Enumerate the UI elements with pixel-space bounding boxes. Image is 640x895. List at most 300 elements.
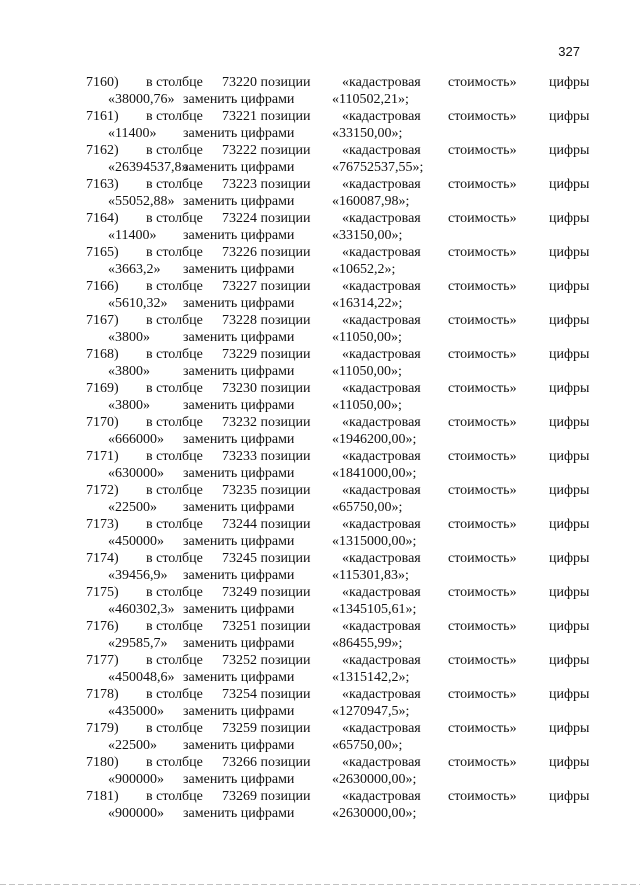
entry-line-1 xyxy=(0,720,640,737)
entry-line-1 xyxy=(0,686,640,703)
replace-text: заменить цифрами xyxy=(183,262,295,277)
new-value: «1315000,00»; xyxy=(332,534,417,549)
new-value: «1946200,00»; xyxy=(332,432,417,447)
amendment-entry xyxy=(0,482,640,516)
in-column-text: в столбце xyxy=(146,279,203,294)
in-column-text: в столбце xyxy=(146,483,203,498)
entry-line-1 xyxy=(0,380,640,397)
digits-word: цифры xyxy=(549,517,590,532)
position-word: позиции xyxy=(260,313,311,328)
entry-line-1 xyxy=(0,142,640,159)
in-column-text: в столбце xyxy=(146,109,203,124)
amendment-entry xyxy=(0,346,640,380)
replace-text: заменить цифрами xyxy=(183,738,295,753)
in-column-text: в столбце xyxy=(146,449,203,464)
amendment-entry xyxy=(0,448,640,482)
digits-word: цифры xyxy=(549,211,590,226)
position-code-number: 73269 xyxy=(222,789,257,804)
replace-text: заменить цифрами xyxy=(183,466,295,481)
position-code xyxy=(222,618,311,635)
old-value: «22500» xyxy=(108,738,157,753)
replace-text: заменить цифрами xyxy=(183,772,295,787)
amendment-entry xyxy=(0,108,640,142)
replace-text: заменить цифрами xyxy=(183,704,295,719)
position-code xyxy=(222,482,311,499)
position-word: позиции xyxy=(260,653,311,668)
in-column-text: в столбце xyxy=(146,551,203,566)
replace-text: заменить цифрами xyxy=(183,228,295,243)
entry-number: 7179) xyxy=(86,721,119,736)
entry-number: 7169) xyxy=(86,381,119,396)
entry-line-1 xyxy=(0,482,640,499)
position-word: позиции xyxy=(260,415,311,430)
entry-number: 7170) xyxy=(86,415,119,430)
digits-word: цифры xyxy=(549,449,590,464)
position-code-number: 73252 xyxy=(222,653,257,668)
in-column-text: в столбце xyxy=(146,687,203,702)
entry-line-2 xyxy=(0,533,640,550)
position-word: позиции xyxy=(260,75,311,90)
position-code xyxy=(222,346,311,363)
digits-word: цифры xyxy=(549,619,590,634)
position-code-number: 73266 xyxy=(222,755,257,770)
position-word: позиции xyxy=(260,687,311,702)
value-word: стоимость» xyxy=(448,755,517,770)
value-word: стоимость» xyxy=(448,653,517,668)
position-code xyxy=(222,448,311,465)
old-value: «435000» xyxy=(108,704,164,719)
cadastral-word: «кадастровая xyxy=(342,551,421,566)
digits-word: цифры xyxy=(549,551,590,566)
value-word: стоимость» xyxy=(448,619,517,634)
value-word: стоимость» xyxy=(448,211,517,226)
entry-number: 7161) xyxy=(86,109,119,124)
cadastral-word: «кадастровая xyxy=(342,653,421,668)
entry-line-1 xyxy=(0,550,640,567)
position-word: позиции xyxy=(260,143,311,158)
amendment-entry xyxy=(0,652,640,686)
entry-line-2 xyxy=(0,465,640,482)
cadastral-word: «кадастровая xyxy=(342,483,421,498)
digits-word: цифры xyxy=(549,415,590,430)
cadastral-word: «кадастровая xyxy=(342,755,421,770)
new-value: «10652,2»; xyxy=(332,262,396,277)
replace-text: заменить цифрами xyxy=(183,636,295,651)
entry-line-1 xyxy=(0,278,640,295)
position-code xyxy=(222,414,311,431)
replace-text: заменить цифрами xyxy=(183,330,295,345)
in-column-text: в столбце xyxy=(146,755,203,770)
new-value: «65750,00»; xyxy=(332,500,403,515)
in-column-text: в столбце xyxy=(146,585,203,600)
new-value: «86455,99»; xyxy=(332,636,403,651)
entry-line-2 xyxy=(0,703,640,720)
entry-line-2 xyxy=(0,295,640,312)
entry-number: 7172) xyxy=(86,483,119,498)
new-value: «110502,21»; xyxy=(332,92,409,107)
footer-divider xyxy=(0,884,640,885)
value-word: стоимость» xyxy=(448,109,517,124)
old-value: «900000» xyxy=(108,772,164,787)
position-code-number: 73249 xyxy=(222,585,257,600)
in-column-text: в столбце xyxy=(146,245,203,260)
new-value: «11050,00»; xyxy=(332,398,402,413)
position-code xyxy=(222,142,311,159)
digits-word: цифры xyxy=(549,347,590,362)
digits-word: цифры xyxy=(549,143,590,158)
replace-text: заменить цифрами xyxy=(183,806,295,821)
amendment-entry xyxy=(0,584,640,618)
new-value: «33150,00»; xyxy=(332,126,403,141)
position-code xyxy=(222,380,311,397)
amendment-entry xyxy=(0,278,640,312)
position-code xyxy=(222,686,311,703)
value-word: стоимость» xyxy=(448,177,517,192)
amendment-entry xyxy=(0,516,640,550)
position-code xyxy=(222,244,311,261)
entry-line-2 xyxy=(0,397,640,414)
new-value: «16314,22»; xyxy=(332,296,403,311)
new-value: «1315142,2»; xyxy=(332,670,410,685)
entry-number: 7164) xyxy=(86,211,119,226)
old-value: «3800» xyxy=(108,330,150,345)
replace-text: заменить цифрами xyxy=(183,432,295,447)
entry-line-2 xyxy=(0,635,640,652)
cadastral-word: «кадастровая xyxy=(342,721,421,736)
amendment-entry xyxy=(0,414,640,448)
cadastral-word: «кадастровая xyxy=(342,109,421,124)
amendment-entry xyxy=(0,754,640,788)
in-column-text: в столбце xyxy=(146,789,203,804)
old-value: «450048,6» xyxy=(108,670,175,685)
in-column-text: в столбце xyxy=(146,177,203,192)
position-word: позиции xyxy=(260,517,311,532)
entry-number: 7180) xyxy=(86,755,119,770)
value-word: стоимость» xyxy=(448,449,517,464)
cadastral-word: «кадастровая xyxy=(342,619,421,634)
amendment-entry xyxy=(0,788,640,822)
value-word: стоимость» xyxy=(448,245,517,260)
cadastral-word: «кадастровая xyxy=(342,211,421,226)
position-code-number: 73224 xyxy=(222,211,257,226)
position-code xyxy=(222,210,311,227)
entry-number: 7160) xyxy=(86,75,119,90)
digits-word: цифры xyxy=(549,789,590,804)
entry-number: 7174) xyxy=(86,551,119,566)
old-value: «26394537,8» xyxy=(108,160,189,175)
position-code-number: 73227 xyxy=(222,279,257,294)
value-word: стоимость» xyxy=(448,279,517,294)
position-code-number: 73223 xyxy=(222,177,257,192)
replace-text: заменить цифрами xyxy=(183,670,295,685)
position-code xyxy=(222,108,311,125)
entry-number: 7166) xyxy=(86,279,119,294)
entry-number: 7177) xyxy=(86,653,119,668)
entry-line-1 xyxy=(0,244,640,261)
amendment-entry xyxy=(0,244,640,278)
entry-line-1 xyxy=(0,618,640,635)
position-word: позиции xyxy=(260,109,311,124)
digits-word: цифры xyxy=(549,585,590,600)
value-word: стоимость» xyxy=(448,347,517,362)
entry-line-1 xyxy=(0,584,640,601)
cadastral-word: «кадастровая xyxy=(342,687,421,702)
entry-line-2 xyxy=(0,431,640,448)
cadastral-word: «кадастровая xyxy=(342,517,421,532)
digits-word: цифры xyxy=(549,755,590,770)
in-column-text: в столбце xyxy=(146,75,203,90)
new-value: «115301,83»; xyxy=(332,568,409,583)
new-value: «160087,98»; xyxy=(332,194,410,209)
replace-text: заменить цифрами xyxy=(183,534,295,549)
entry-line-2 xyxy=(0,193,640,210)
value-word: стоимость» xyxy=(448,789,517,804)
old-value: «450000» xyxy=(108,534,164,549)
digits-word: цифры xyxy=(549,245,590,260)
old-value: «460302,3» xyxy=(108,602,175,617)
replace-text: заменить цифрами xyxy=(183,92,295,107)
value-word: стоимость» xyxy=(448,75,517,90)
position-word: позиции xyxy=(260,551,311,566)
position-code xyxy=(222,788,311,805)
new-value: «11050,00»; xyxy=(332,330,402,345)
old-value: «630000» xyxy=(108,466,164,481)
digits-word: цифры xyxy=(549,279,590,294)
page-number: 327 xyxy=(558,44,580,59)
amendment-entry xyxy=(0,176,640,210)
entry-line-1 xyxy=(0,788,640,805)
entry-number: 7165) xyxy=(86,245,119,260)
in-column-text: в столбце xyxy=(146,313,203,328)
position-code-number: 73228 xyxy=(222,313,257,328)
in-column-text: в столбце xyxy=(146,347,203,362)
position-code xyxy=(222,278,311,295)
old-value: «5610,32» xyxy=(108,296,168,311)
value-word: стоимость» xyxy=(448,517,517,532)
position-code xyxy=(222,584,311,601)
digits-word: цифры xyxy=(549,75,590,90)
entry-number: 7181) xyxy=(86,789,119,804)
cadastral-word: «кадастровая xyxy=(342,789,421,804)
old-value: «22500» xyxy=(108,500,157,515)
position-word: позиции xyxy=(260,619,311,634)
entry-number: 7168) xyxy=(86,347,119,362)
new-value: «76752537,55»; xyxy=(332,160,424,175)
amendment-entry xyxy=(0,142,640,176)
new-value: «2630000,00»; xyxy=(332,806,417,821)
value-word: стоимость» xyxy=(448,551,517,566)
position-code xyxy=(222,720,311,737)
position-word: позиции xyxy=(260,381,311,396)
entry-line-1 xyxy=(0,754,640,771)
in-column-text: в столбце xyxy=(146,517,203,532)
entry-line-1 xyxy=(0,210,640,227)
entry-line-2 xyxy=(0,91,640,108)
position-code-number: 73259 xyxy=(222,721,257,736)
position-code-number: 73229 xyxy=(222,347,257,362)
old-value: «666000» xyxy=(108,432,164,447)
position-code xyxy=(222,754,311,771)
old-value: «3800» xyxy=(108,398,150,413)
entry-line-2 xyxy=(0,329,640,346)
entry-line-2 xyxy=(0,737,640,754)
entry-line-2 xyxy=(0,601,640,618)
position-code-number: 73244 xyxy=(222,517,257,532)
new-value: «1841000,00»; xyxy=(332,466,417,481)
in-column-text: в столбце xyxy=(146,721,203,736)
old-value: «11400» xyxy=(108,228,157,243)
entry-line-2 xyxy=(0,125,640,142)
entry-line-2 xyxy=(0,499,640,516)
position-code xyxy=(222,516,311,533)
old-value: «3800» xyxy=(108,364,150,379)
position-code-number: 73230 xyxy=(222,381,257,396)
position-code-number: 73226 xyxy=(222,245,257,260)
entry-line-1 xyxy=(0,652,640,669)
in-column-text: в столбце xyxy=(146,653,203,668)
cadastral-word: «кадастровая xyxy=(342,381,421,396)
entry-line-1 xyxy=(0,346,640,363)
digits-word: цифры xyxy=(549,653,590,668)
new-value: «33150,00»; xyxy=(332,228,403,243)
replace-text: заменить цифрами xyxy=(183,296,295,311)
position-code-number: 73245 xyxy=(222,551,257,566)
entry-line-2 xyxy=(0,771,640,788)
entry-number: 7162) xyxy=(86,143,119,158)
old-value: «11400» xyxy=(108,126,157,141)
entry-line-2 xyxy=(0,227,640,244)
value-word: стоимость» xyxy=(448,415,517,430)
position-word: позиции xyxy=(260,449,311,464)
entry-line-2 xyxy=(0,669,640,686)
value-word: стоимость» xyxy=(448,721,517,736)
entry-line-2 xyxy=(0,567,640,584)
position-word: позиции xyxy=(260,585,311,600)
cadastral-word: «кадастровая xyxy=(342,75,421,90)
entry-line-2 xyxy=(0,159,640,176)
position-code-number: 73251 xyxy=(222,619,257,634)
position-word: позиции xyxy=(260,177,311,192)
old-value: «55052,88» xyxy=(108,194,175,209)
entry-line-1 xyxy=(0,176,640,193)
cadastral-word: «кадастровая xyxy=(342,177,421,192)
position-code-number: 73221 xyxy=(222,109,257,124)
position-code-number: 73254 xyxy=(222,687,257,702)
value-word: стоимость» xyxy=(448,687,517,702)
cadastral-word: «кадастровая xyxy=(342,313,421,328)
position-code xyxy=(222,312,311,329)
entry-number: 7178) xyxy=(86,687,119,702)
digits-word: цифры xyxy=(549,177,590,192)
amendment-entry xyxy=(0,686,640,720)
entry-line-2 xyxy=(0,363,640,380)
position-word: позиции xyxy=(260,755,311,770)
value-word: стоимость» xyxy=(448,143,517,158)
entry-line-1 xyxy=(0,108,640,125)
replace-text: заменить цифрами xyxy=(183,500,295,515)
entry-line-1 xyxy=(0,516,640,533)
new-value: «1270947,5»; xyxy=(332,704,410,719)
cadastral-word: «кадастровая xyxy=(342,347,421,362)
amendment-entry xyxy=(0,312,640,346)
digits-word: цифры xyxy=(549,313,590,328)
new-value: «65750,00»; xyxy=(332,738,403,753)
position-code-number: 73233 xyxy=(222,449,257,464)
replace-text: заменить цифрами xyxy=(183,194,295,209)
position-code xyxy=(222,176,311,193)
position-code xyxy=(222,652,311,669)
position-word: позиции xyxy=(260,245,311,260)
replace-text: заменить цифрами xyxy=(183,126,295,141)
replace-text: заменить цифрами xyxy=(183,160,295,175)
old-value: «38000,76» xyxy=(108,92,175,107)
amendment-entry xyxy=(0,720,640,754)
old-value: «900000» xyxy=(108,806,164,821)
position-word: позиции xyxy=(260,279,311,294)
entry-number: 7171) xyxy=(86,449,119,464)
cadastral-word: «кадастровая xyxy=(342,143,421,158)
cadastral-word: «кадастровая xyxy=(342,245,421,260)
entry-line-1 xyxy=(0,74,640,91)
entry-line-2 xyxy=(0,261,640,278)
entry-line-1 xyxy=(0,312,640,329)
position-word: позиции xyxy=(260,483,311,498)
cadastral-word: «кадастровая xyxy=(342,279,421,294)
entry-number: 7167) xyxy=(86,313,119,328)
position-word: позиции xyxy=(260,721,311,736)
value-word: стоимость» xyxy=(448,483,517,498)
digits-word: цифры xyxy=(549,109,590,124)
cadastral-word: «кадастровая xyxy=(342,585,421,600)
in-column-text: в столбце xyxy=(146,619,203,634)
value-word: стоимость» xyxy=(448,313,517,328)
amendment-entry xyxy=(0,550,640,584)
amendment-list xyxy=(0,74,640,822)
position-code-number: 73235 xyxy=(222,483,257,498)
entry-line-1 xyxy=(0,448,640,465)
amendment-entry xyxy=(0,618,640,652)
in-column-text: в столбце xyxy=(146,143,203,158)
digits-word: цифры xyxy=(549,721,590,736)
replace-text: заменить цифрами xyxy=(183,602,295,617)
position-word: позиции xyxy=(260,347,311,362)
amendment-entry xyxy=(0,74,640,108)
replace-text: заменить цифрами xyxy=(183,398,295,413)
digits-word: цифры xyxy=(549,381,590,396)
amendment-entry xyxy=(0,380,640,414)
replace-text: заменить цифрами xyxy=(183,568,295,583)
in-column-text: в столбце xyxy=(146,381,203,396)
entry-number: 7176) xyxy=(86,619,119,634)
digits-word: цифры xyxy=(549,483,590,498)
entry-number: 7175) xyxy=(86,585,119,600)
new-value: «2630000,00»; xyxy=(332,772,417,787)
position-word: позиции xyxy=(260,789,311,804)
cadastral-word: «кадастровая xyxy=(342,449,421,464)
digits-word: цифры xyxy=(549,687,590,702)
old-value: «29585,7» xyxy=(108,636,168,651)
position-code-number: 73222 xyxy=(222,143,257,158)
amendment-entry xyxy=(0,210,640,244)
old-value: «39456,9» xyxy=(108,568,168,583)
in-column-text: в столбце xyxy=(146,211,203,226)
cadastral-word: «кадастровая xyxy=(342,415,421,430)
position-word: позиции xyxy=(260,211,311,226)
position-code-number: 73232 xyxy=(222,415,257,430)
position-code xyxy=(222,550,311,567)
entry-number: 7163) xyxy=(86,177,119,192)
position-code xyxy=(222,74,311,91)
